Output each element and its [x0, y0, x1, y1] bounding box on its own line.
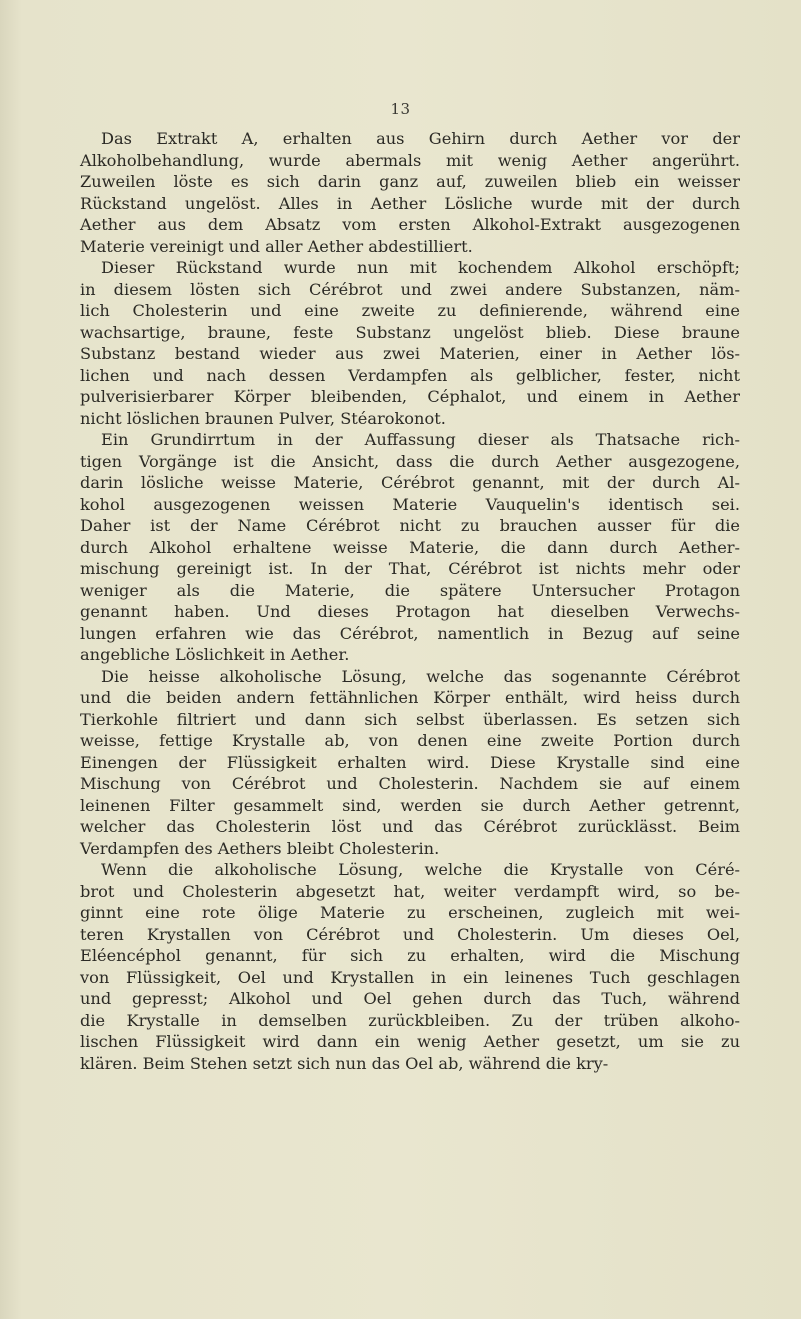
text-line: angebliche Löslichkeit in Aether. — [80, 645, 350, 664]
text-line: Rückstand ungelöst. Alles in Aether Lösliche wurde mit der durch — [80, 193, 740, 213]
text-line: Alkoholbehandlung, wurde abermals mit wenig Aether angerührt. — [80, 150, 740, 170]
text-line: Daher ist der Name Cérébrot nicht zu brauchen ausser für die — [80, 516, 740, 535]
text-line: Substanz bestand wieder aus zwei Materien, einer in Aether lös- — [80, 344, 740, 363]
paragraph — [80, 666, 740, 860]
text-line: klären. Beim Stehen setzt sich nun das Oel ab, während die kry- — [80, 1053, 609, 1073]
text-line: die Krystalle in demselben zurückbleiben. Zu der trüben alkoho- — [80, 1010, 740, 1030]
text-line: lichen und nach dessen Verdampfen als gelblicher, fester, nicht — [80, 365, 740, 385]
text-line: genannt haben. Und dieses Protagon hat dieselben Verwechs- — [80, 602, 740, 621]
text-line: pulverisierbarer Körper bleibenden, Céphalot, und einem in Aether — [80, 387, 740, 406]
text-line: Tierkohle filtriert und dann sich selbst überlassen. Es setzen sich — [80, 709, 740, 729]
text-line: und die beiden andern fettähnlichen Körper enthält, wird heiss durch — [80, 688, 740, 707]
text-line: Das Extrakt A, erhalten aus Gehirn durch Aether vor der — [101, 129, 740, 148]
text-line: in diesem lösten sich Cérébrot und zwei andere Substanzen, näm- — [80, 279, 740, 299]
text-line: und gepresst; Alkohol und Oel gehen durch das Tuch, während — [80, 989, 740, 1008]
text-line: Aether aus dem Absatz vom ersten Alkohol-Extrakt ausgezogenen — [80, 215, 740, 234]
text-line: tigen Vorgänge ist die Ansicht, dass die durch Aether ausgezogene, — [80, 451, 740, 471]
text-line: Eléencéphol genannt, für sich zu erhalten, wird die Mischung — [80, 946, 740, 965]
text-line: welcher das Cholesterin löst und das Cérébrot zurücklässt. Beim — [80, 817, 740, 836]
paragraph — [80, 429, 740, 666]
paragraph — [80, 859, 740, 1074]
text-line: lischen Flüssigkeit wird dann ein wenig Aether gesetzt, um sie zu — [80, 1032, 740, 1051]
text-line: durch Alkohol erhaltene weisse Materie, die dann durch Aether- — [80, 537, 740, 557]
text-line: Materie vereinigt und aller Aether abdestilliert. — [80, 236, 473, 256]
text-line: wachsartige, braune, feste Substanz ungelöst blieb. Diese braune — [80, 322, 740, 342]
text-line: darin lösliche weisse Materie, Cérébrot genannt, mit der durch Al- — [80, 473, 740, 492]
text-line: Mischung von Cérébrot und Cholesterin. Nachdem sie auf einem — [80, 774, 740, 793]
text-line: kohol ausgezogenen weissen Materie Vauquelin's identisch sei. — [80, 494, 740, 514]
text-line: brot und Cholesterin abgesetzt hat, weiter verdampft wird, so be- — [80, 881, 740, 901]
text-line: lich Cholesterin und eine zweite zu definierende, während eine — [80, 301, 740, 320]
text-line: Wenn die alkoholische Lösung, welche die Krystalle von Céré- — [101, 860, 740, 879]
text-line: weniger als die Materie, die spätere Untersucher Protagon — [80, 580, 740, 600]
text-line: Einengen der Flüssigkeit erhalten wird. Diese Krystalle sind eine — [80, 752, 740, 772]
paragraph — [80, 128, 740, 257]
text-line: Verdampfen des Aethers bleibt Cholesterin. — [80, 838, 440, 858]
paragraph — [80, 257, 740, 429]
text-line: lungen erfahren wie das Cérébrot, namentlich in Bezug auf seine — [80, 623, 740, 643]
text-line: Zuweilen löste es sich darin ganz auf, zuweilen blieb ein weisser — [80, 172, 740, 191]
text-line: Ein Grundirrtum in der Auffassung dieser als Thatsache rich- — [101, 430, 740, 449]
text-line: mischung gereinigt ist. In der That, Cérébrot ist nichts mehr oder — [80, 559, 740, 578]
text-line: teren Krystallen von Cérébrot und Cholesterin. Um dieses Oel, — [80, 924, 740, 944]
text-line: leinenen Filter gesammelt sind, werden sie durch Aether getrennt, — [80, 795, 740, 815]
text-line: weisse, fettige Krystalle ab, von denen eine zweite Portion durch — [80, 731, 740, 750]
text-line: nicht löslichen braunen Pulver, Stéarokonot. — [80, 408, 446, 428]
text-line: von Flüssigkeit, Oel und Krystallen in ein leinenes Tuch geschlagen — [80, 967, 740, 987]
text-line: ginnt eine rote ölige Materie zu erscheinen, zugleich mit wei- — [80, 903, 740, 922]
text-line: Die heisse alkoholische Lösung, welche das sogenannte Cérébrot — [101, 666, 740, 686]
page-number: 13 — [390, 100, 411, 118]
text-line: Dieser Rückstand wurde nun mit kochendem Alkohol erschöpft; — [101, 258, 740, 277]
body-text — [80, 128, 740, 1074]
